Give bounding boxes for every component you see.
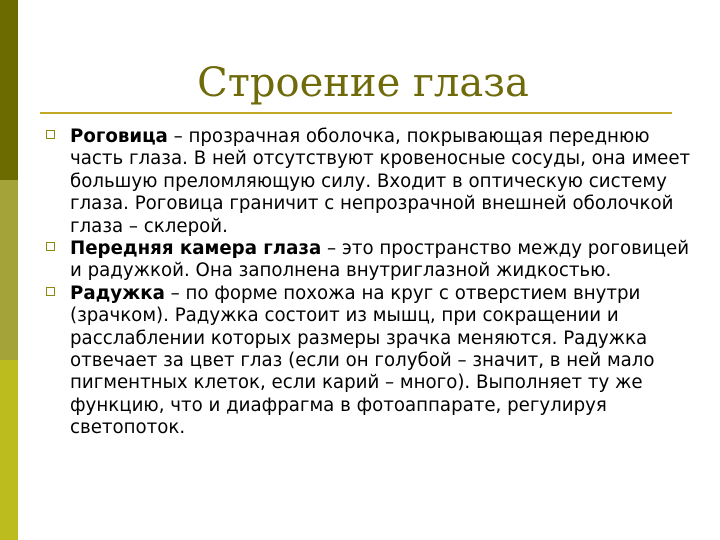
side-bar-top bbox=[0, 0, 18, 180]
list-item-cornea bbox=[46, 126, 702, 238]
slide-title: Строение глаза bbox=[197, 60, 529, 106]
hollow-square-bullet-icon bbox=[46, 242, 55, 251]
item-term: Роговица bbox=[70, 126, 168, 147]
hollow-square-bullet-icon bbox=[46, 130, 55, 139]
side-bar-middle bbox=[0, 180, 18, 360]
side-bar-bottom bbox=[0, 360, 18, 540]
item-text: – это пространство между роговицей и радужкой. Она заполнена внутриглазной жидкостью. bbox=[70, 238, 690, 282]
bullet-list bbox=[46, 126, 702, 440]
item-term: Радужка bbox=[70, 282, 165, 304]
item-term: Передняя камера глаза bbox=[70, 238, 322, 260]
item-text: – прозрачная оболочка, покрывающая переднюю часть глаза. В ней отсутствуют кровеносные сосуды, она имеет большую преломляющую силу. Входит в оптическую систему глаза. Роговица граничит с непрозрачной внешней оболочкой глаза – склерой. bbox=[70, 126, 691, 237]
item-text: – по форме похожа на круг с отверстием внутри (зрачком). Радужка состоит из мышц, при сокращении и расслаблении которых размеры зрачка меняются. Радужка отвечает за цвет глаз (если он голубой – значит, в ней мало пигментных клеток, если карий – много). Выполняет ту же функцию, что и диафрагма в фотоаппарате, регулируя светопоток. bbox=[70, 282, 655, 439]
list-item-iris bbox=[46, 283, 702, 440]
hollow-square-bullet-icon bbox=[46, 287, 55, 296]
title-underline bbox=[40, 112, 672, 114]
list-item-anterior-chamber bbox=[46, 238, 702, 283]
